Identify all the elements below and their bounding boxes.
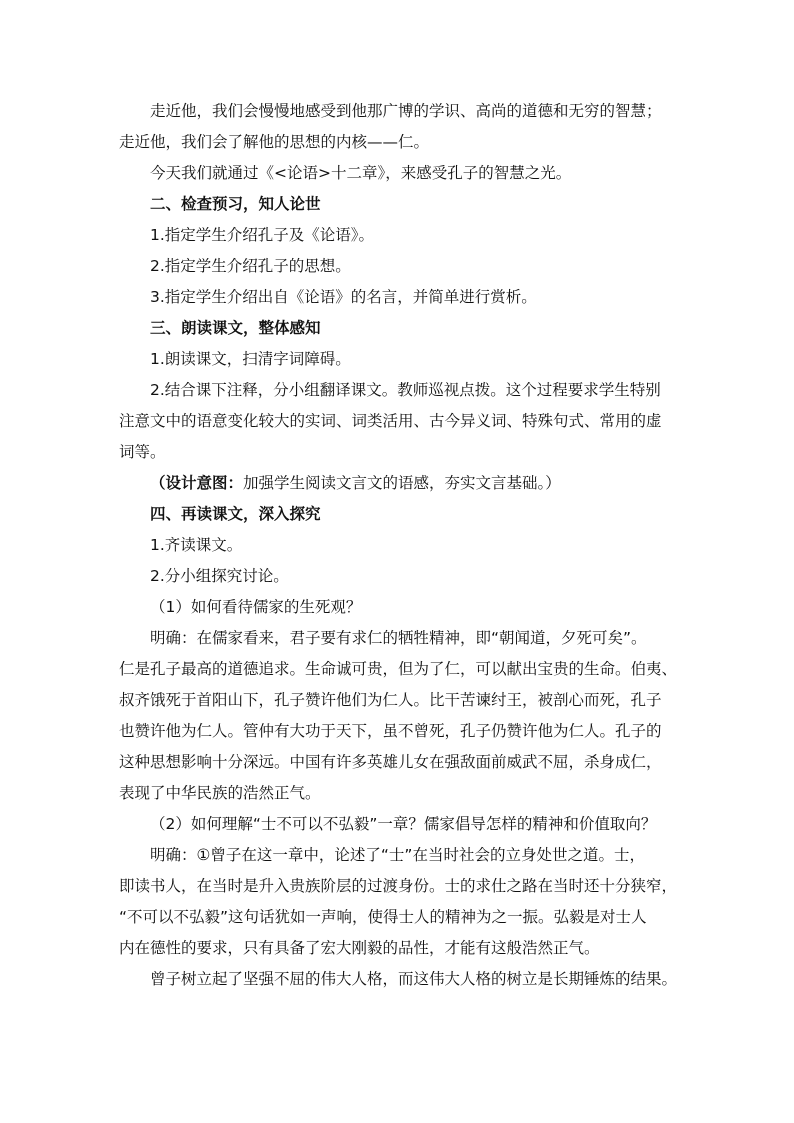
design-intent-label: （设计意图： xyxy=(150,474,244,492)
section-heading-preview-check: 二、检查预习，知人论世 xyxy=(150,195,321,213)
design-intent-text: 加强学生阅读文言文的语感，夯实文言基础。） xyxy=(243,474,561,492)
list-item: 2.指定学生介绍孔子的思想。 xyxy=(150,257,351,275)
paragraph-line: 表现了中华民族的浩然正气。 xyxy=(119,784,321,802)
list-item: 2.结合课下注释，分小组翻译课文。教师巡视点拨。这个过程要求学生特别 xyxy=(150,381,661,399)
paragraph-line: 仁是孔子最高的道德追求。生命诚可贵，但为了仁，可以献出宝贵的生命。伯夷、 xyxy=(119,660,678,678)
list-item: 2.分小组探究讨论。 xyxy=(150,567,289,585)
list-item: 1.齐读课文。 xyxy=(150,536,243,554)
answer-line: 明确：①曾子在这一章中，论述了“士”在当时社会的立身处世之道。士， xyxy=(150,846,645,864)
paragraph-line: 即读书人，在当时是升入贵族阶层的过渡身份。士的求仕之路在当时还十分狭窄， xyxy=(119,877,678,895)
list-item: 1.指定学生介绍孔子及《论语》。 xyxy=(150,226,375,244)
paragraph-line: 注意文中的语意变化较大的实词、词类活用、古今异义词、特殊句式、常用的虚 xyxy=(119,412,662,430)
section-heading-reading: 三、朗读课文，整体感知 xyxy=(150,319,321,337)
answer-line: 明确：在儒家看来，君子要有求仁的牺牲精神，即“朝闻道，夕死可矣”。 xyxy=(150,629,647,647)
paragraph-line: 走近他，我们会慢慢地感受到他那广博的学识、高尚的道德和无穷的智慧； xyxy=(150,102,662,120)
paragraph-line: 曾子树立起了坚强不屈的伟大人格，而这伟大人格的树立是长期锤炼的结果。 xyxy=(150,970,678,988)
paragraph-line: 叔齐饿死于首阳山下，孔子赞许他们为仁人。比干苦谏纣王，被剖心而死，孔子 xyxy=(119,691,662,709)
paragraph-line: 走近他，我们会了解他的思想的内核——仁。 xyxy=(119,133,430,151)
document-body xyxy=(119,96,681,995)
paragraph-line: “不可以不弘毅”这句话犹如一声响，使得士人的精神为之一振。弘毅是对士人 xyxy=(119,908,647,926)
list-item: 3.指定学生介绍出自《论语》的名言，并简单进行赏析。 xyxy=(150,288,537,306)
paragraph-line: 也赞许他为仁人。管仲有大功于天下，虽不曾死，孔子仍赞许他为仁人。孔子的 xyxy=(119,722,662,740)
section-heading-inquiry: 四、再读课文，深入探究 xyxy=(150,505,321,523)
paragraph-line: 词等。 xyxy=(119,443,166,461)
paragraph-line: 这种思想影响十分深远。中国有许多英雄儿女在强敌面前威武不屈，杀身成仁， xyxy=(119,753,662,771)
question-item: （1）如何看待儒家的生死观？ xyxy=(150,598,362,616)
design-intent-note xyxy=(119,468,681,499)
question-item: （2）如何理解“士不可以不弘毅”一章？儒家倡导怎样的精神和价值取向？ xyxy=(150,815,657,833)
paragraph-line: 今天我们就通过《<论语>十二章》，来感受孔子的智慧之光。 xyxy=(150,164,572,182)
paragraph-line: 内在德性的要求，只有具备了宏大刚毅的品性，才能有这般浩然正气。 xyxy=(119,939,600,957)
list-item: 1.朗读课文，扫清字词障碍。 xyxy=(150,350,351,368)
